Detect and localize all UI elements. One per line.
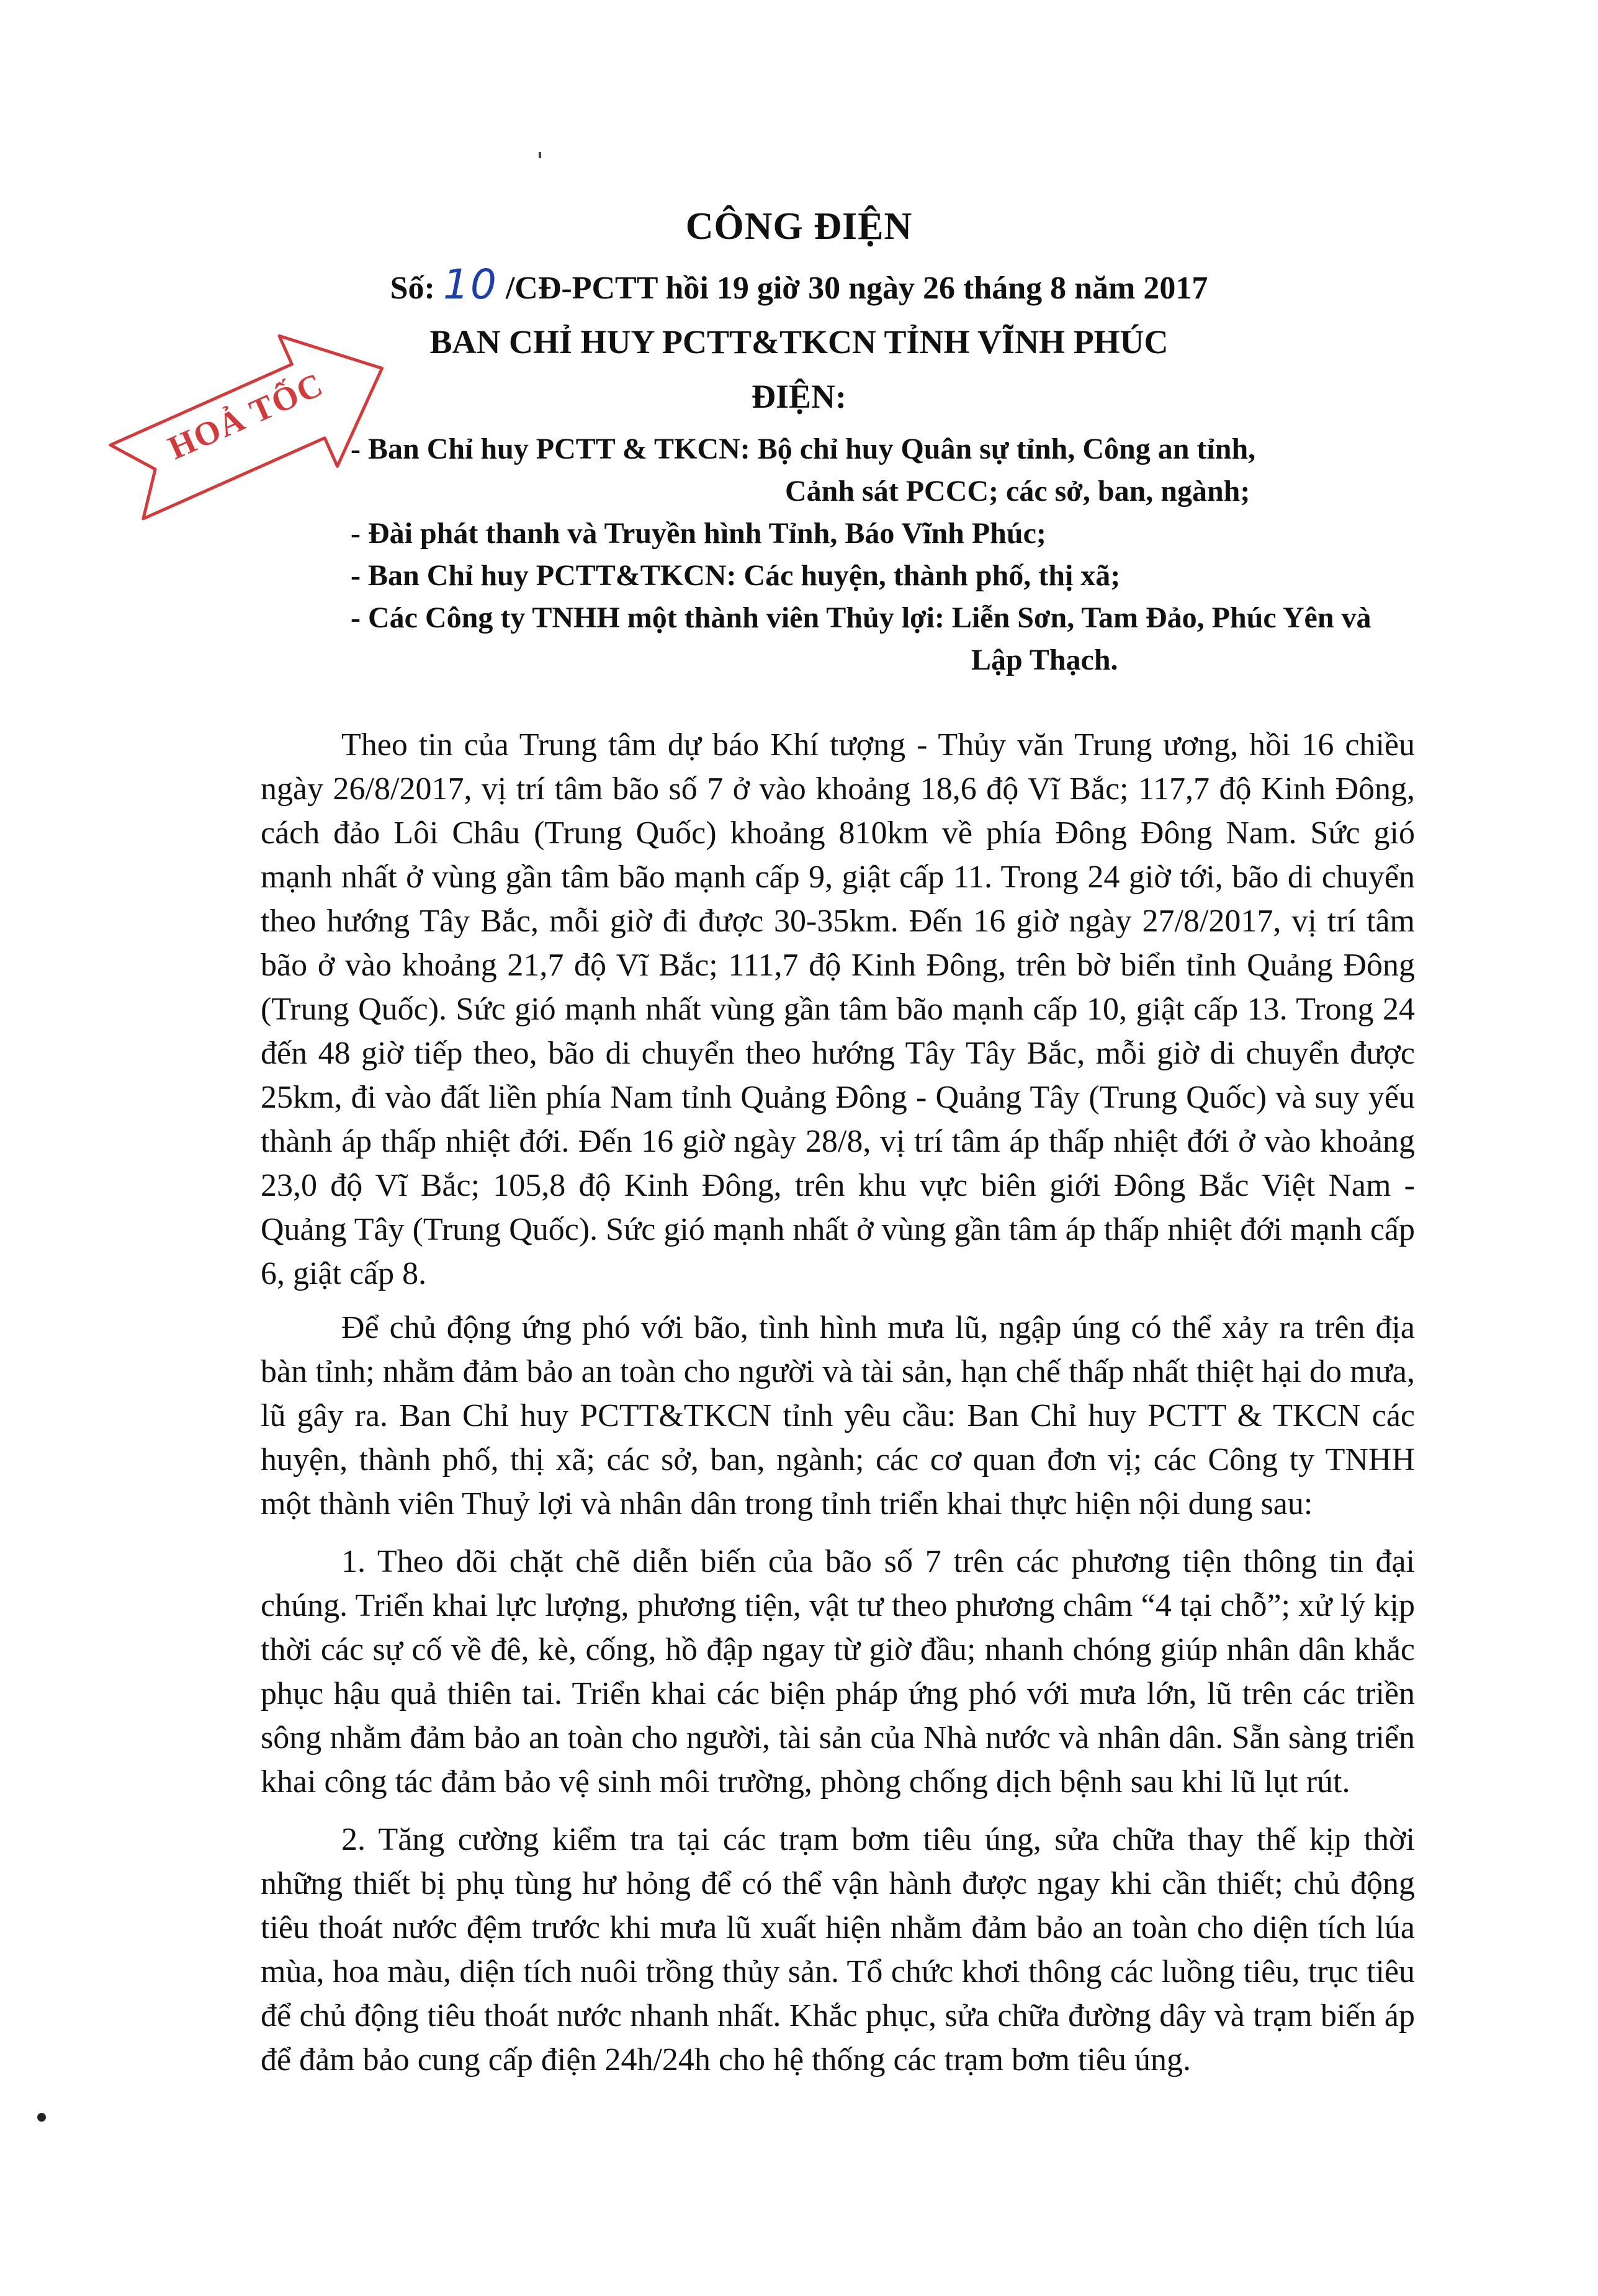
recipient-line: - Ban Chỉ huy PCTT & TKCN: Bộ chỉ huy Quân sự tỉnh, Công an tỉnh, [351,433,1256,465]
recipient-list [351,428,1530,681]
directive-item-1: 1. Theo dõi chặt chẽ diễn biến của bão số 7 trên các phương tiện thông tin đại chúng. Triển khai lực lượng, phương tiện, vật tư theo phương châm “4 tại chỗ”; xử lý kịp thời các sự cố về đê, kè, cống, hồ đập ngay từ giờ đầu; nhanh chóng giúp nhân dân khắc phục hậu quả thiên tai. Triển khai các biện pháp ứng phó với mưa lớn, lũ trên các triền sông nhằm đảm bảo an toàn cho người, tài sản của Nhà nước và nhân dân. Sẵn sàng triển khai công tác đảm bảo vệ sinh môi trường, phòng chống dịch bệnh sau khi lũ lụt rút. [261,1544,1415,1800]
number-suffix: /CĐ-PCTT hồi 19 giờ 30 ngày 26 tháng 8 năm 2017 [505,271,1208,306]
recipient-item [351,555,1530,597]
recipient-line: - Đài phát thanh và Truyền hình Tỉnh, Báo Vĩnh Phúc; [351,517,1046,550]
request-paragraph: Để chủ động ứng phó với bão, tình hình mưa lũ, ngập úng có thể xảy ra trên địa bàn tỉnh; nhằm đảm bảo an toàn cho người và tài sản, hạn chế thấp nhất thiệt hại do mưa, lũ gây ra. Ban Chỉ huy PCTT&TKCN tỉnh yêu cầu: Ban Chỉ huy PCTT & TKCN các huyện, thành phố, thị xã; các sở, ban, ngành; các cơ quan đơn vị; các Công ty TNHH một thành viên Thuỷ lợi và nhân dân trong tỉnh triển khai thực hiện nội dung sau: [261,1310,1415,1522]
document-body [261,723,1415,2092]
stamp-text: HOẢ TỐC [163,365,330,467]
handwritten-number: 10 [442,261,498,308]
punch-hole-mark [37,2113,46,2122]
recipient-line: - Ban Chỉ huy PCTT&TKCN: Các huyện, thành phố, thị xã; [351,559,1121,592]
forecast-paragraph: Theo tin của Trung tâm dự báo Khí tượng - Thủy văn Trung ương, hồi 16 chiều ngày 26/8/2017, vị trí tâm bão số 7 ở vào khoảng 18,6 độ Vĩ Bắc; 117,7 độ Kinh Đông, cách đảo Lôi Châu (Trung Quốc) khoảng 810km về phía Đông Đông Nam. Sức gió mạnh nhất ở vùng gần tâm bão mạnh cấp 9, giật cấp 11. Trong 24 giờ tới, bão di chuyển theo hướng Tây Bắc, mỗi giờ đi được 30-35km. Đến 16 giờ ngày 27/8/2017, vị trí tâm bão ở vào khoảng 21,7 độ Vĩ Bắc; 111,7 độ Kinh Đông, trên bờ biển tỉnh Quảng Đông (Trung Quốc). Sức gió mạnh nhất vùng gần tâm bão mạnh cấp 10, giật cấp 13. Trong 24 đến 48 giờ tiếp theo, bão di chuyển theo hướng Tây Tây Bắc, mỗi giờ di chuyển được 25km, đi vào đất liền phía Nam tỉnh Quảng Đông - Quảng Tây (Trung Quốc) và suy yếu thành áp thấp nhiệt đới. Đến 16 giờ ngày 28/8, vị trí tâm áp thấp nhiệt đới ở vào khoảng 23,0 độ Vĩ Bắc; 105,8 độ Kinh Đông, trên khu vực biên giới Đông Bắc Việt Nam - Quảng Tây (Trung Quốc). Sức gió mạnh nhất ở vùng gần tâm áp thấp nhiệt đới mạnh cấp 6, giật cấp 8. [261,727,1415,1291]
document-title: CÔNG ĐIỆN [685,205,913,248]
scan-mark [539,152,541,158]
recipient-line-continuation: Cảnh sát PCCC; các sở, ban, ngành; [785,475,1250,508]
recipient-item [351,597,1530,681]
recipient-item [351,428,1530,513]
dien-heading: ĐIỆN: [751,378,846,415]
issuing-authority: BAN CHỈ HUY PCTT&TKCN TỈNH VĨNH PHÚC [429,323,1169,361]
recipient-line-continuation: Lập Thạch. [971,644,1118,676]
number-prefix: Số: [390,271,435,306]
recipient-line: - Các Công ty TNHH một thành viên Thủy lợi: Liễn Sơn, Tam Đảo, Phúc Yên và [351,601,1371,634]
recipient-item [351,513,1530,555]
directive-item-2: 2. Tăng cường kiểm tra tại các trạm bơm tiêu úng, sửa chữa thay thế kịp thời những thiết bị phụ tùng hư hỏng để có thể vận hành được ngay khi cần thiết; chủ động tiêu thoát nước đệm trước khi mưa lũ xuất hiện nhằm đảm bảo an toàn cho diện tích lúa mùa, hoa màu, diện tích nuôi trồng thủy sản. Tổ chức khơi thông các luồng tiêu, trục tiêu để chủ động tiêu thoát nước nhanh nhất. Khắc phục, sửa chữa đường dây và trạm biến áp để đảm bảo cung cấp điện 24h/24h cho hệ thống các trạm bơm tiêu úng. [261,1822,1415,2078]
document-number-line [0,261,1598,308]
